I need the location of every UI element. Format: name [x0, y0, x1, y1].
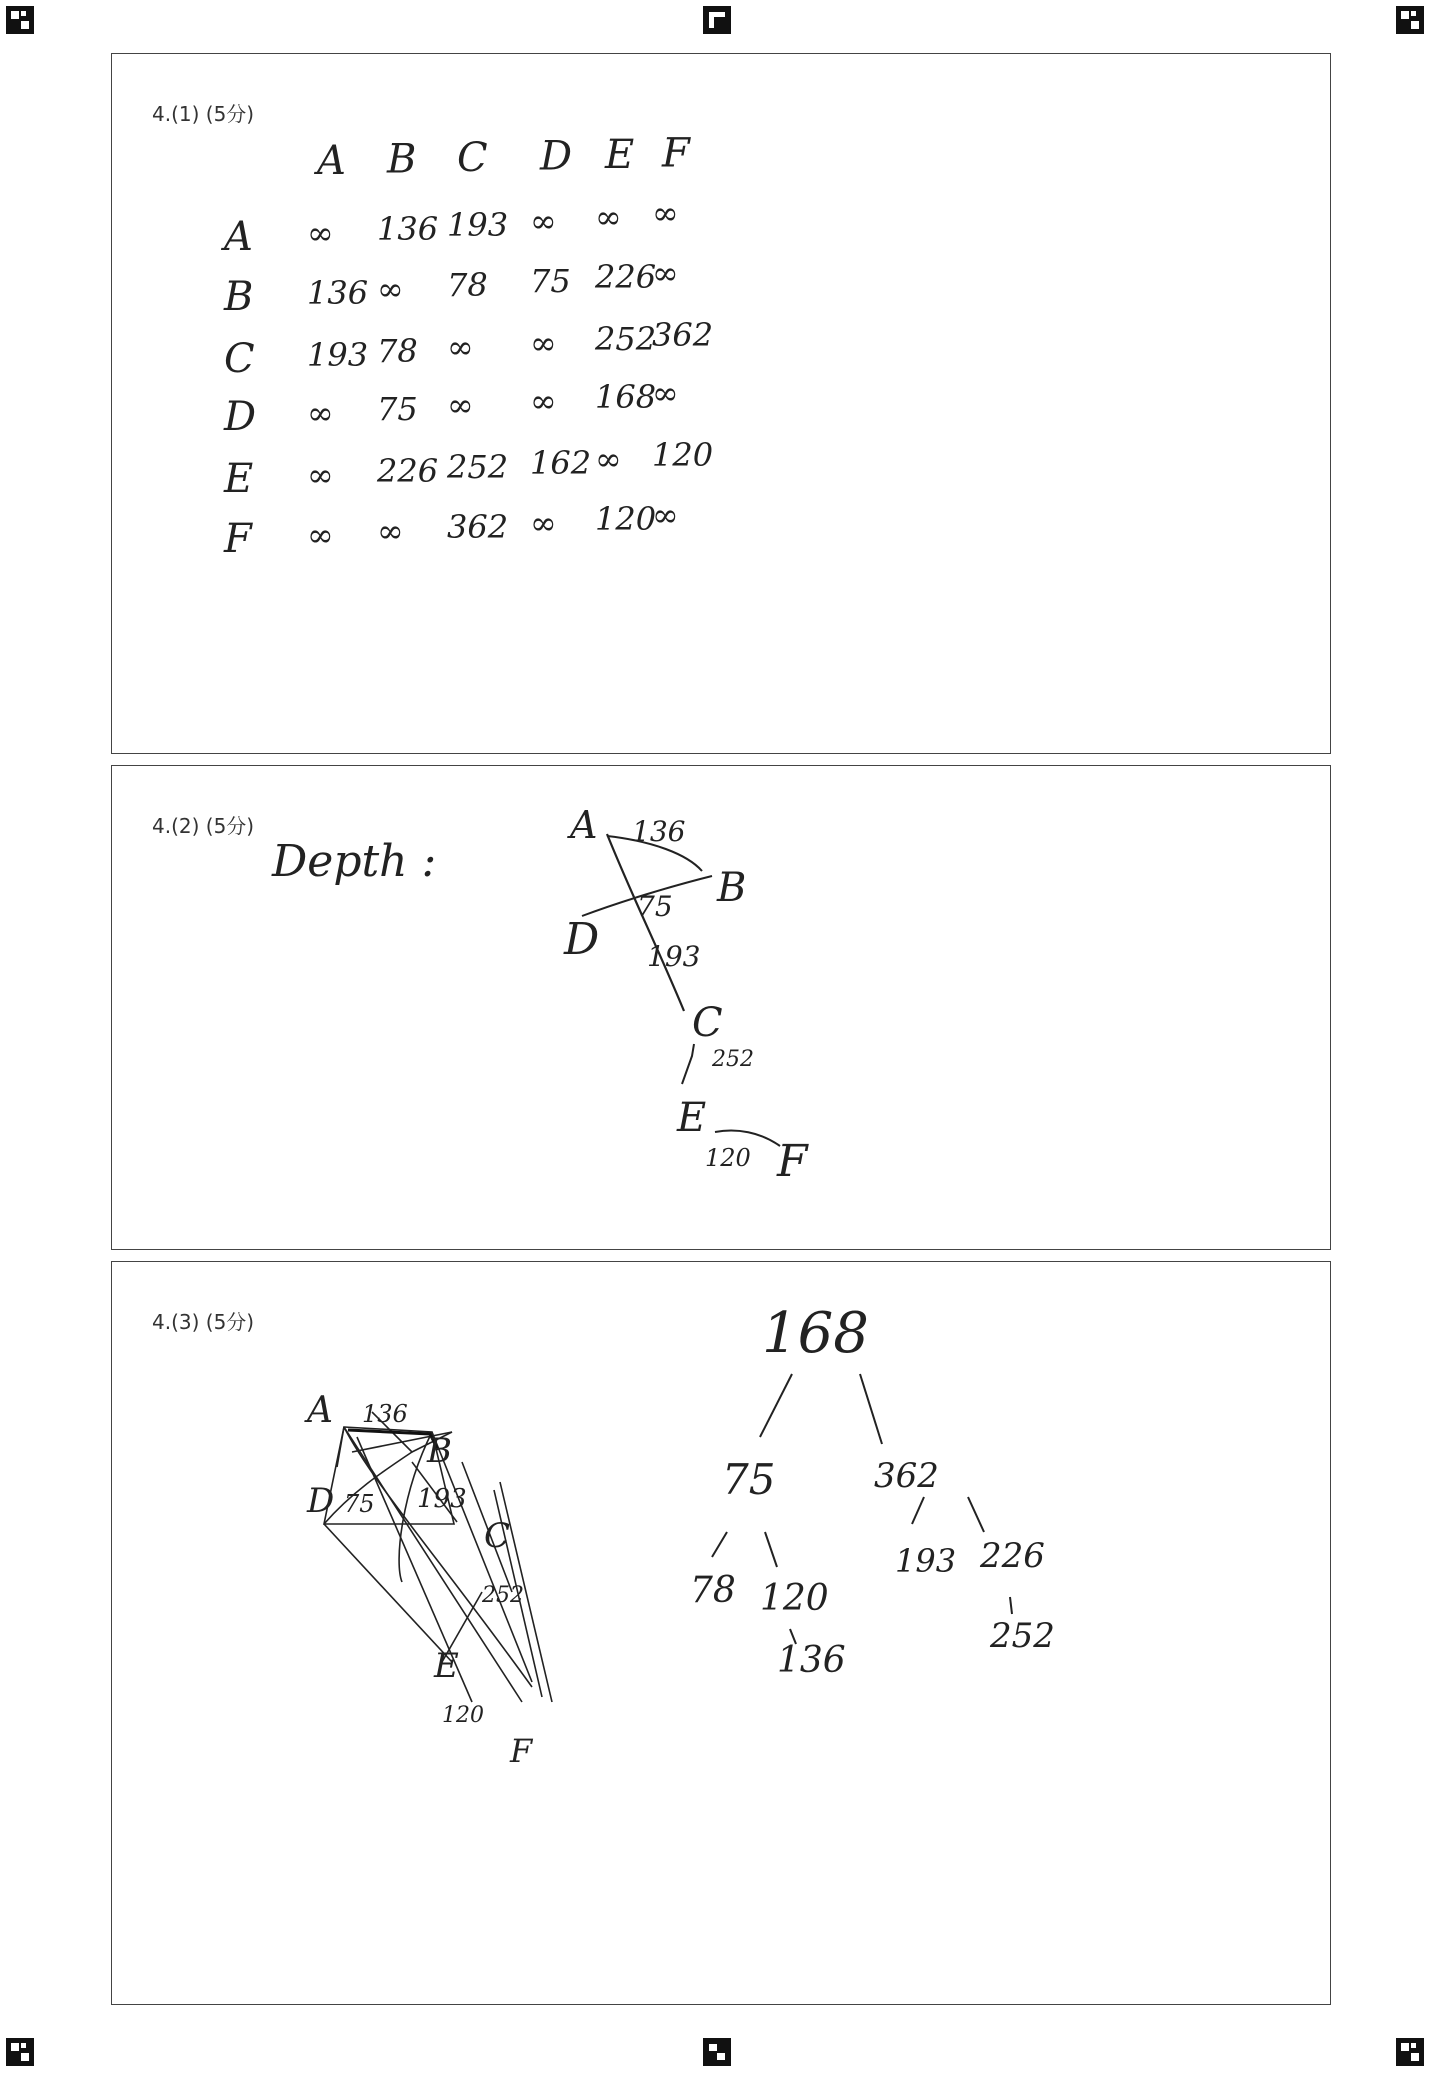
- matrix-cell: ∞: [530, 324, 557, 362]
- fiducial-marker-top-right: [1396, 6, 1424, 34]
- fiducial-marker-top-center: [703, 6, 731, 34]
- matrix-cell: 120: [652, 436, 714, 474]
- matrix-cell: 75: [530, 262, 571, 300]
- matrix-row-header: B: [224, 274, 254, 320]
- matrix-row-header: D: [224, 394, 257, 440]
- graph-node: B: [427, 1431, 452, 1471]
- depth-node: E: [677, 1095, 707, 1141]
- tree-edges: [712, 1374, 1012, 1644]
- matrix-cell: 78: [377, 332, 418, 370]
- tree-node: 226: [980, 1536, 1045, 1576]
- graph-edge-weight: 136: [362, 1400, 408, 1428]
- adjacency-matrix: [112, 54, 1332, 755]
- tree-node: 78: [690, 1570, 736, 1611]
- matrix-cell: 168: [595, 378, 657, 416]
- depth-edge-weight: 120: [705, 1144, 751, 1172]
- depth-node: A: [570, 803, 598, 847]
- matrix-row-header: C: [224, 336, 255, 382]
- depth-node: B: [717, 865, 747, 911]
- matrix-row-header: A: [224, 214, 253, 260]
- matrix-cell: ∞: [307, 394, 334, 432]
- answer-box-q2[interactable]: [111, 765, 1331, 1250]
- matrix-cell: ∞: [652, 496, 679, 534]
- graph-node: E: [434, 1646, 459, 1686]
- depth-node: C: [692, 1000, 723, 1046]
- tree-node: 362: [874, 1456, 939, 1496]
- matrix-cell: ∞: [447, 328, 474, 366]
- matrix-row-header: E: [224, 456, 254, 502]
- matrix-cell: ∞: [530, 202, 557, 240]
- question-label: 4.(3) (5分): [152, 1310, 255, 1334]
- matrix-cell: 75: [377, 390, 418, 428]
- matrix-cell: ∞: [447, 386, 474, 424]
- depth-edge-weight: 193: [647, 940, 701, 973]
- depth-edge-weight: 136: [632, 815, 686, 848]
- question-label: 4.(1) (5分): [152, 102, 255, 126]
- matrix-cell: ∞: [652, 374, 679, 412]
- matrix-cell: ∞: [530, 382, 557, 420]
- depth-edge-weight: 75: [637, 890, 673, 923]
- tree-node: 75: [722, 1455, 776, 1504]
- tree-node: 136: [777, 1640, 846, 1681]
- graph-edge-weight: 120: [442, 1703, 484, 1728]
- matrix-cell: 136: [307, 274, 369, 312]
- matrix-cell: 78: [447, 266, 488, 304]
- matrix-cell: 193: [307, 336, 369, 374]
- answer-box-q1[interactable]: [111, 53, 1331, 754]
- fiducial-marker-bottom-center: [703, 2038, 731, 2066]
- depth-title: Depth :: [272, 836, 437, 887]
- depth-node: F: [777, 1136, 808, 1187]
- matrix-cell: 362: [652, 316, 714, 354]
- matrix-cell: 120: [595, 500, 657, 538]
- matrix-cell: 226: [377, 452, 439, 490]
- matrix-cell: 162: [530, 444, 592, 482]
- fiducial-marker-bottom-left: [6, 2038, 34, 2066]
- graph-edge-weight: 75: [344, 1490, 375, 1518]
- depth-first-diagram: [112, 766, 1332, 1251]
- graph-node: C: [484, 1516, 511, 1556]
- matrix-cell: ∞: [307, 214, 334, 252]
- matrix-column-header: C: [457, 135, 488, 181]
- matrix-cell: ∞: [307, 456, 334, 494]
- graph-node: D: [307, 1481, 335, 1521]
- question-label: 4.(2) (5分): [152, 814, 255, 838]
- matrix-cell: ∞: [595, 198, 622, 236]
- matrix-cell: 193: [447, 206, 509, 244]
- fiducial-marker-bottom-right: [1396, 2038, 1424, 2066]
- tree-node: 193: [895, 1542, 957, 1580]
- tree-node: 252: [990, 1616, 1055, 1656]
- q3-sketch: [112, 1262, 1332, 2006]
- matrix-cell: ∞: [377, 270, 404, 308]
- matrix-column-header: B: [387, 136, 417, 183]
- graph-node: A: [307, 1390, 333, 1431]
- matrix-cell: ∞: [307, 516, 334, 554]
- fiducial-marker-top-left: [6, 6, 34, 34]
- matrix-column-header: D: [540, 133, 573, 180]
- matrix-column-header: E: [605, 132, 635, 178]
- matrix-cell: 136: [377, 210, 439, 248]
- depth-edge-weight: 252: [712, 1047, 754, 1072]
- matrix-cell: ∞: [377, 512, 404, 550]
- matrix-cell: 226: [595, 258, 657, 296]
- graph-edge-weight: 193: [417, 1484, 467, 1514]
- graph-edge-weight: 252: [482, 1583, 524, 1608]
- matrix-column-header: F: [662, 130, 690, 177]
- matrix-cell: 252: [447, 448, 509, 486]
- graph-node: F: [510, 1732, 533, 1770]
- depth-node: D: [564, 914, 600, 965]
- matrix-cell: 252: [595, 320, 657, 358]
- matrix-cell: ∞: [652, 194, 679, 232]
- matrix-column-header: A: [317, 138, 346, 184]
- tree-node: 120: [760, 1578, 829, 1619]
- edge-c-e: [682, 1044, 694, 1084]
- matrix-cell: ∞: [530, 504, 557, 542]
- tree-node: 168: [762, 1301, 869, 1366]
- matrix-cell: 362: [447, 508, 509, 546]
- matrix-row-header: F: [224, 516, 252, 562]
- matrix-cell: ∞: [595, 440, 622, 478]
- matrix-cell: ∞: [652, 254, 679, 292]
- answer-box-q3[interactable]: [111, 1261, 1331, 2005]
